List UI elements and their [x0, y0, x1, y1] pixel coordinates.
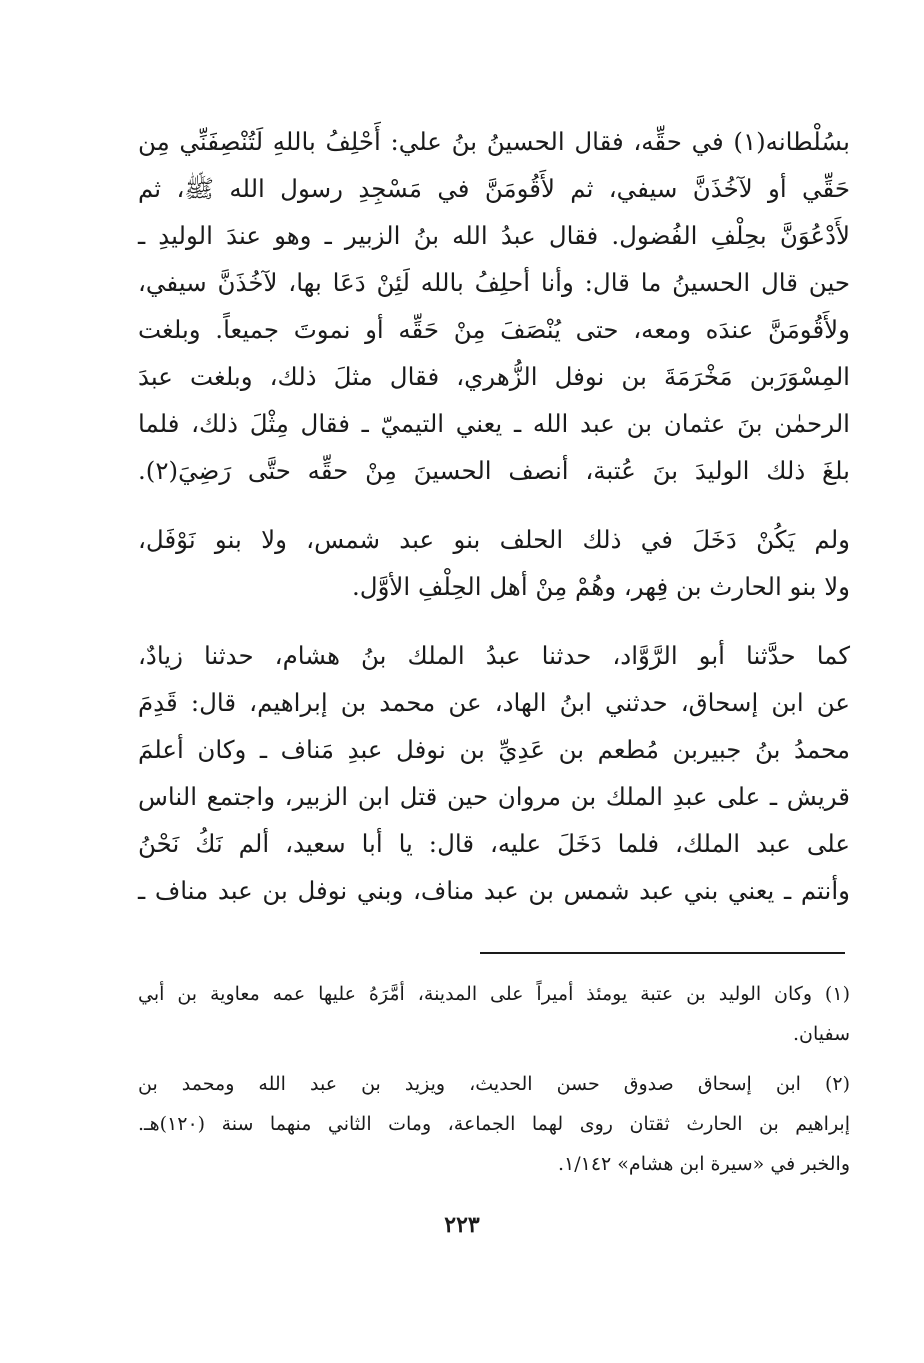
text-line: المِسْوَرَبن مَخْرَمَةَ بن نوفل الزُّهري، فقال مثلَ ذلك، وبلغت عبدَ [138, 362, 850, 391]
footnotes [138, 974, 850, 1184]
text-line: حَقِّي أو لآخُذَنَّ سيفي، ثم لأَقُومَنَّ في مَسْجِدِ رسول الله ﷺ، ثم [138, 174, 850, 203]
text-line: ولا بنو الحارث بن فِهر، وهُمْ مِنْ أهل الحِلْفِ الأوَّل. [352, 572, 850, 601]
footnote-divider [480, 952, 845, 954]
text-line: وأنتم ـ يعني بني عبد شمس بن عبد مناف، وبني نوفل بن عبد مناف ـ [138, 876, 850, 905]
paragraph-2 [138, 516, 850, 610]
text-line: لأَدْعُوَنَّ بحِلْفِ الفُضول. فقال عبدُ الله بنُ الزبير ـ وهو عندَ الوليدِ ـ [138, 221, 850, 250]
text-line: حين قال الحسينُ ما قال: وأنا أحلِفُ بالله لَئِنْ دَعَا بها، لآخُذَنَّ سيفي، [138, 268, 850, 297]
text-line: الرحمٰن بنَ عثمان بن عبد الله ـ يعني التيميّ ـ فقال مِثْلَ ذلك، فلما [138, 409, 850, 438]
footnote-1 [138, 974, 850, 1054]
footnote-line: إبراهيم بن الحارث ثقتان روى لهما الجماعة، ومات الثاني منهما سنة (١٢٠)هـ. [138, 1113, 850, 1135]
footnote-line: والخبر في «سيرة ابن هشام» ١/١٤٢. [557, 1153, 850, 1175]
paragraph-3 [138, 632, 850, 914]
main-text [138, 118, 850, 914]
footnote-line: (١) وكان الوليد بن عتبة يومئذ أميراً على المدينة، أمَّرَهُ عليها عمه معاوية بن أبي [138, 983, 850, 1005]
text-line: بسُلْطانه(١) في حقِّه، فقال الحسينُ بنُ علي: أَحْلِفُ باللهِ لَتُنْصِفَنِّي مِن [138, 127, 850, 156]
paragraph-1 [138, 118, 850, 494]
footnote-line: سفيان. [792, 1023, 850, 1045]
text-line: كما حدَّثنا أبو الرَّوَّاد، حدثنا عبدُ الملك بنُ هشام، حدثنا زيادٌ، [138, 641, 850, 670]
text-line: محمدُ بنُ جبيربن مُطعم بن عَدِيِّ بن نوفل عبدِ مَناف ـ وكان أعلمَ [138, 735, 850, 764]
text-line: عن ابن إسحاق، حدثني ابنُ الهاد، عن محمد بن إبراهيم، قال: قَدِمَ [138, 688, 850, 717]
footnote-line: (٢) ابن إسحاق صدوق حسن الحديث، ويزيد بن عبد الله ومحمد بن [138, 1073, 850, 1095]
footnote-2 [138, 1064, 850, 1184]
text-line: بلغَ ذلك الوليدَ بنَ عُتبة، أنصف الحسينَ مِنْ حقِّه حتَّى رَضِيَ(٢). [138, 456, 850, 485]
text-line: على عبد الملك، فلما دَخَلَ عليه، قال: يا أبا سعيد، ألم نَكُ نَحْنُ [138, 829, 850, 858]
text-line: ولم يَكُنْ دَخَلَ في ذلك الحلف بنو عبد شمس، ولا بنو نَوْفَل، [138, 525, 850, 554]
text-line: ولأَقُومَنَّ عندَه ومعه، حتى يُنْصَفَ مِنْ حَقِّه أو نموتَ جميعاً. وبلغت [138, 315, 850, 344]
text-line: قريش ـ على عبدِ الملك بن مروان حين قتل ابن الزبير، واجتمع الناس [138, 782, 850, 811]
page-number: ٢٢٣ [444, 1212, 480, 1238]
